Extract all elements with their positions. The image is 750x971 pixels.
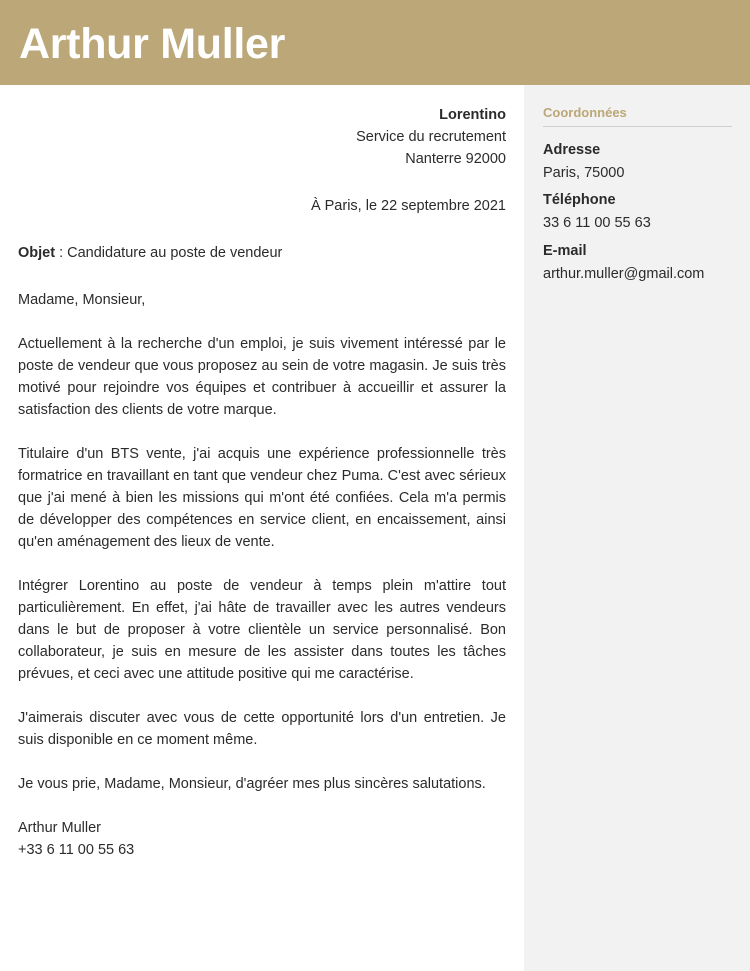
- paragraph-2: Titulaire d'un BTS vente, j'ai acquis une expérience professionnelle très formatrice en travaillant en tant que vendeur chez Puma. C'est avec sérieux que j'ai mené à bien les missions qui m'ont été confiées. Cela m'a permis de développer des compétences en service client, en encaissement, ainsi qu'en aménagement des lieux de vente.: [18, 446, 506, 550]
- header-banner: [0, 0, 750, 85]
- date-line: À Paris, le 22 septembre 2021: [310, 198, 506, 214]
- recipient-city: Nanterre 92000: [405, 151, 506, 167]
- phone-label: Téléphone: [543, 192, 616, 208]
- applicant-name: Arthur Muller: [19, 20, 286, 68]
- closing-paragraph: Je vous prie, Madame, Monsieur, d'agréer mes plus sincères salutations.: [18, 776, 486, 792]
- subject-label: Objet: [18, 245, 56, 261]
- recipient-company: Lorentino: [439, 107, 506, 123]
- recipient-block: [18, 104, 506, 170]
- signature-name: Arthur Muller: [18, 820, 101, 836]
- contact-sidebar: [524, 85, 750, 971]
- recipient-department: Service du recrutement: [356, 129, 506, 145]
- paragraph-3: Intégrer Lorentino au poste de vendeur à temps plein m'attire tout particulièrement. En effet, j'ai hâte de travailler avec les autres vendeurs dans le but de proposer à votre clientèle un service personnalisé. Bon collaborateur, je suis en mesure de les assister dans toutes les tâches prévues, et ceci avec une attitude positive qui me caractérise.: [18, 578, 506, 682]
- signature-block: [18, 817, 506, 861]
- signature-phone: +33 6 11 00 55 63: [18, 842, 135, 858]
- address-value: Paris, 75000: [543, 165, 625, 181]
- email-label: E-mail: [543, 243, 587, 259]
- phone-value: 33 6 11 00 55 63: [543, 215, 651, 231]
- salutation: Madame, Monsieur,: [18, 292, 146, 308]
- address-label: Adresse: [543, 142, 601, 158]
- paragraph-4: J'aimerais discuter avec vous de cette opportunité lors d'un entretien. Je suis disponible en ce moment même.: [18, 710, 506, 748]
- email-value: arthur.muller@gmail.com: [543, 266, 705, 282]
- subject-text: : Candidature au poste de vendeur: [55, 245, 283, 261]
- subject-line: [18, 242, 506, 264]
- paragraph-1: Actuellement à la recherche d'un emploi, je suis vivement intéressé par le poste de vendeur que vous proposez au sein de votre magasin. Je suis très motivé pour rejoindre vos équipes et contribuer à accueillir et assurer la satisfaction des clients de votre marque.: [18, 336, 506, 418]
- letter-body: [18, 104, 506, 861]
- sidebar-title: Coordonnées: [543, 105, 732, 127]
